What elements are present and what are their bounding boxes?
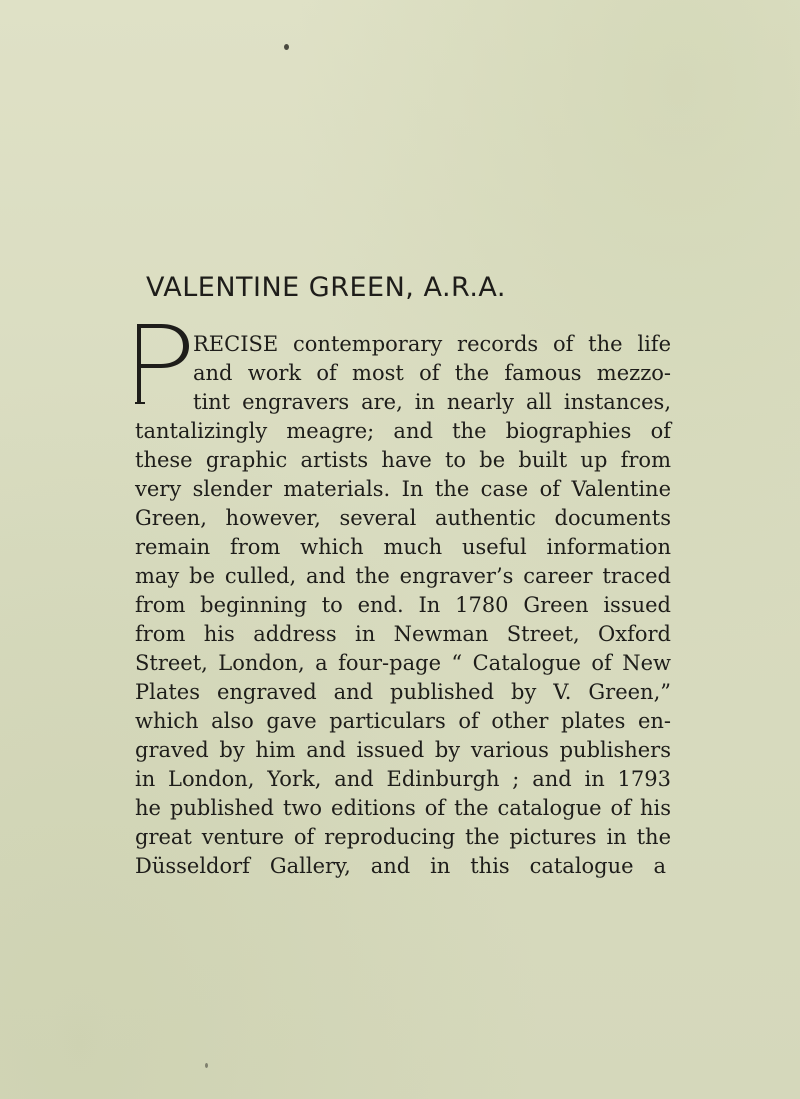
paper-speck bbox=[284, 44, 289, 50]
text-line: remain from which much useful information bbox=[135, 535, 671, 559]
text-line: Düsseldorf Gallery, and in this catalogue a bbox=[135, 854, 666, 878]
text-line: tint engravers are, in nearly all instances, bbox=[193, 390, 671, 414]
text-line: Street, London, a four-page “ Catalogue of New bbox=[135, 651, 671, 675]
paper-speck bbox=[205, 1063, 208, 1068]
text-line: in London, York, and Edinburgh ; and in 1793 bbox=[135, 767, 671, 791]
text-line: these graphic artists have to be built up from bbox=[135, 448, 671, 472]
text-line: Green, however, several authentic documents bbox=[135, 506, 671, 530]
text-line: and work of most of the famous mezzo- bbox=[193, 361, 671, 385]
text-line: Plates engraved and published by V. Green,” bbox=[135, 680, 671, 704]
text-line: great venture of reproducing the pictures in the bbox=[135, 825, 671, 849]
drop-cap-p bbox=[135, 322, 191, 404]
text-line: may be culled, and the engraver’s career traced bbox=[135, 564, 671, 588]
text-line: from beginning to end. In 1780 Green issued bbox=[135, 593, 671, 617]
text-line: tantalizingly meagre; and the biographies of bbox=[135, 419, 671, 443]
page-title: VALENTINE GREEN, A.R.A. bbox=[146, 272, 507, 303]
text-line: from his address in Newman Street, Oxford bbox=[135, 622, 671, 646]
text-line: RECISE contemporary records of the life bbox=[193, 332, 671, 356]
text-line: graved by him and issued by various publishers bbox=[135, 738, 671, 762]
text-line: which also gave particulars of other plates en- bbox=[135, 709, 671, 733]
text-line: he published two editions of the catalogue of his bbox=[135, 796, 671, 820]
text-line: very slender materials. In the case of Valentine bbox=[135, 477, 671, 501]
